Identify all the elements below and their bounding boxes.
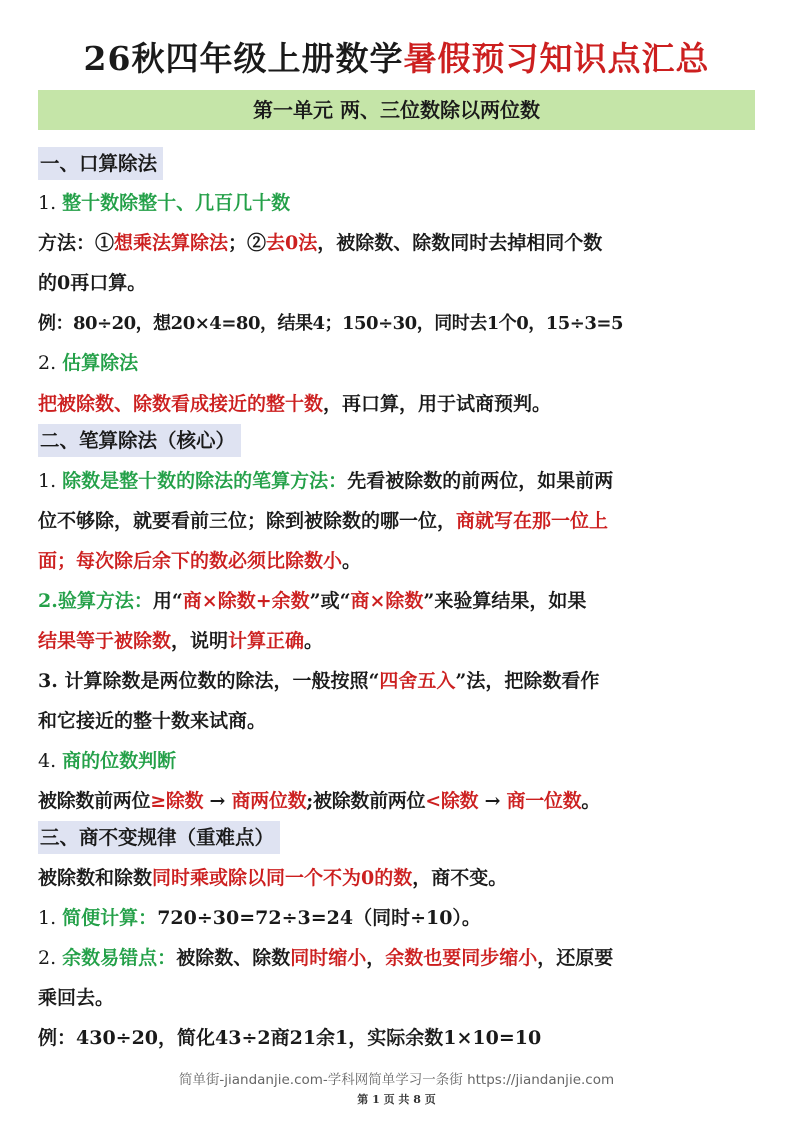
- s1-example: 例：80÷20，想20×4=80，结果4；150÷30，同时去1个0，15÷3=5: [38, 313, 624, 334]
- s3-example: 例：430÷20，简化43÷2商21余1，实际余数1×10=10: [38, 1027, 542, 1049]
- s2-p1-line1: 1. 除数是整十数的除法的笔算方法：先看被除数的前两位，如果前两: [38, 470, 614, 492]
- s2-p1-line3: 面；每次除后余下的数必须比除数小。: [38, 550, 362, 572]
- s3-rule: 被除数和除数同时乘或除以同一个不为0的数，商不变。: [38, 867, 508, 889]
- s2-p4-rule: 被除数前两位≥除数 → 商两位数;被除数前两位<除数 → 商一位数。: [38, 790, 601, 812]
- title-red: 暑假预习知识点汇总: [403, 39, 710, 78]
- section-heading-2: 二、笔算除法（核心）: [38, 424, 241, 457]
- s1-sub1-title: 整十数除整十、几百几十数: [62, 192, 291, 214]
- unit-title-bar: 第一单元 两、三位数除以两位数: [38, 90, 755, 130]
- title-black: 26秋四年级上册数学: [83, 39, 404, 78]
- s1-sub2: 2. 估算除法: [38, 352, 139, 374]
- section-heading-3: 三、商不变规律（重难点）: [38, 821, 280, 854]
- s3-q1: 1. 简便计算：720÷30=72÷3=24（同时÷10）。: [38, 907, 481, 929]
- s2-p1-line2: 位不够除，就要看前三位；除到被除数的哪一位，商就写在那一位上: [38, 510, 609, 532]
- s2-p2-line1: 2.验算方法：用“商×除数+余数”或“商×除数”来验算结果，如果: [38, 590, 587, 612]
- s2-p4: 4. 商的位数判断: [38, 750, 177, 772]
- s1-estimate: 把被除数、除数看成接近的整十数，再口算，用于试商预判。: [38, 393, 552, 415]
- s3-q2-line2: 乘回去。: [38, 987, 115, 1009]
- document-title: [0, 36, 793, 82]
- s2-p3-line2: 和它接近的整十数来试商。: [38, 710, 267, 732]
- s1-method-line2: 的0再口算。: [38, 272, 147, 294]
- s2-p3-line1: 3. 计算除数是两位数的除法，一般按照“四舍五入”法，把除数看作: [38, 670, 600, 692]
- section-heading-1: 一、口算除法: [38, 147, 163, 180]
- s3-q2-line1: 2. 余数易错点：被除数、除数同时缩小，余数也要同步缩小，还原要: [38, 947, 614, 969]
- s1-sub2-title: 估算除法: [62, 352, 139, 374]
- footer-source: 简单街-jiandanjie.com-学科网简单学习一条街 https://jiandanjie.com: [178, 1072, 615, 1088]
- page-number: 第 1 页 共 8 页: [357, 1093, 436, 1106]
- s2-p2-line2: 结果等于被除数，说明计算正确。: [38, 630, 324, 652]
- s1-sub1: 1. 整十数除整十、几百几十数: [38, 192, 291, 214]
- s1-method-line1: 方法：①想乘法算除法；②去0法，被除数、除数同时去掉相同个数: [38, 232, 603, 254]
